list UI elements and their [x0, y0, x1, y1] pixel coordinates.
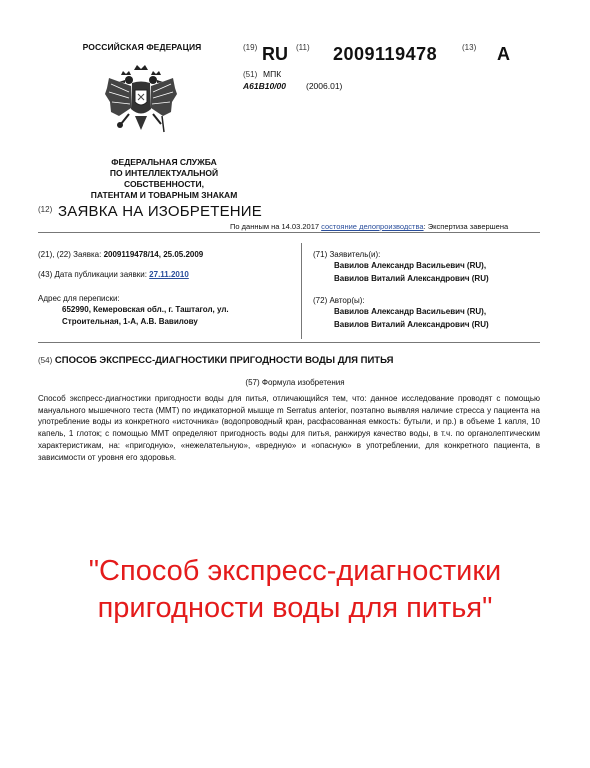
status-line [230, 222, 508, 231]
application-line [38, 250, 203, 259]
publication-line [38, 270, 189, 279]
application-label: (21), (22) Заявка: [38, 250, 102, 259]
author-label: (72) Автор(ы): [313, 296, 365, 305]
inid-code-12: (12) [38, 205, 53, 214]
author-name: Вавилов Виталий Александрович (RU) [334, 320, 489, 329]
inid-code-19: (19) [243, 43, 258, 52]
agency-name [64, 157, 264, 201]
publication-label: (43) Дата публикации заявки: [38, 270, 147, 279]
agency-line: СОБСТВЕННОСТИ, [124, 179, 204, 189]
document-number: 2009119478 [333, 44, 438, 64]
agency-line: ФЕДЕРАЛЬНАЯ СЛУЖБА [111, 157, 217, 167]
ipc-class: A61B10/00 [243, 81, 287, 91]
mpk-label: МПК [263, 69, 282, 79]
caption-line: пригодности воды для питья" [97, 592, 493, 624]
status-suffix: : Экспертиза завершена [423, 222, 509, 231]
divider [38, 232, 540, 233]
invention-title [38, 355, 393, 366]
applicant-name: Вавилов Виталий Александрович (RU) [334, 274, 489, 283]
country-code: RU [262, 44, 288, 64]
document-kind: A [497, 44, 510, 64]
address-label: Адрес для переписки: [38, 294, 120, 303]
status-prefix: По данным на 14.03.2017 [230, 222, 320, 231]
address-line: 652990, Кемеровская обл., г. Таштагол, ул. [62, 305, 229, 314]
status-link[interactable]: состояние делопроизводства [321, 222, 424, 231]
applicant-label: (71) Заявитель(и): [313, 250, 381, 259]
agency-line: ПО ИНТЕЛЛЕКТУАЛЬНОЙ [109, 168, 219, 178]
red-caption [0, 553, 590, 627]
country-heading: РОССИЙСКАЯ ФЕДЕРАЦИЯ [82, 42, 202, 52]
application-value: 2009119478/14, 25.05.2009 [103, 250, 204, 259]
coat-of-arms-emblem [101, 64, 181, 144]
agency-line: ПАТЕНТАМ И ТОВАРНЫМ ЗНАКАМ [90, 190, 238, 200]
invention-title-text: СПОСОБ ЭКСПРЕСС-ДИАГНОСТИКИ ПРИГОДНОСТИ ВОДЫ ДЛЯ ПИТЬЯ [54, 355, 394, 366]
claim-text: Способ экспресс-диагностики пригодности воды для питья, отличающийся тем, что: данное исследование проводят с помощью мануального мышечного теста (ММТ) по индикаторной мышце m Serratus anterior, поэтапно выявляя наличие стресса у пациента на употребление воды из конкретного «источника» (водопроводный кран, расфасованная емкость: бутыли, и пр.) в объеме 1 капля, 10 капель, 1 глоток; с помощью ММТ определяют пригодность воды для питья, ранжируя качество воды, в т.ч. по органолептическим характеристикам, на: «пригодную», «нежелательную», «вредную» и «опасную» в употреблении, для конкретного пациента, в зависимости от уровня его здоровья. [38, 394, 540, 462]
applicant-name: Вавилов Александр Васильевич (RU), [334, 261, 487, 270]
divider [38, 342, 540, 343]
formula-heading: (57) Формула изобретения [245, 378, 345, 387]
ipc-version: (2006.01) [306, 81, 343, 91]
inid-code-11: (11) [296, 43, 310, 52]
inid-code-51: (51) [243, 70, 258, 79]
document-type-title: ЗАЯВКА НА ИЗОБРЕТЕНИЕ [58, 203, 262, 220]
column-divider [301, 243, 302, 339]
inid-code-54: (54) [38, 356, 53, 365]
publication-date-link[interactable]: 27.11.2010 [149, 270, 189, 279]
address-line: Строительная, 1-А, А.В. Вавилову [62, 317, 198, 326]
inid-code-13: (13) [462, 43, 477, 52]
author-name: Вавилов Александр Васильевич (RU), [334, 307, 487, 316]
caption-line: "Способ экспресс-диагностики [88, 555, 502, 587]
